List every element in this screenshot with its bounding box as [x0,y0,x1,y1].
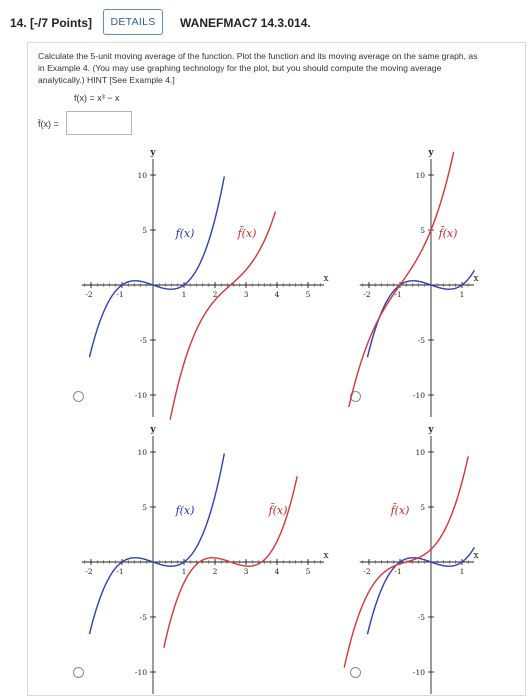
function-formula: f(x) = x³ − x [74,93,120,103]
y-tick-label: 5 [142,226,147,235]
y-tick-label: 5 [420,503,425,512]
details-button[interactable]: DETAILS [103,9,163,35]
x-tick-label: 1 [181,567,187,576]
y-tick-label: -10 [134,668,147,677]
y-tick-label: 10 [415,448,425,457]
moving-average-input[interactable] [66,111,132,135]
chart-option-4 [358,425,479,682]
x-tick-label: -1 [116,290,124,299]
x-tick-label: 1 [459,290,465,299]
x-axis-label: x [323,551,329,561]
y-axis-label: y [150,148,156,158]
x-tick-label: -2 [85,567,93,576]
x-tick-label: -2 [363,290,371,299]
x-tick-label: 4 [274,290,280,299]
x-tick-label: -1 [394,567,402,576]
x-tick-label: -1 [394,290,402,299]
question-code: WANEFMAC7 14.3.014. [180,16,311,30]
y-tick-label: 5 [420,226,425,235]
y-tick-label: -5 [139,336,147,345]
y-tick-label: 10 [415,171,425,180]
x-tick-label: 5 [305,567,311,576]
x-tick-label: 3 [243,567,249,576]
y-tick-label: -10 [412,391,425,400]
fbar-curve-label: f̄(x) [438,227,458,240]
chart-option-1 [80,148,329,405]
y-axis-label: y [428,148,434,158]
y-tick-label: 10 [137,171,147,180]
x-tick-label: 5 [305,290,311,299]
y-tick-label: 5 [142,503,147,512]
fbar-curve [349,152,454,407]
x-tick-label: 2 [212,290,218,299]
instructions-text: Calculate the 5-unit moving average of the function. Plot the function and its moving average on the same graph, as in Example 4. (You may use graphing technology for the plot, but you should compute the moving average analytically.) HINT [See Example 4.] [38,51,478,86]
y-tick-label: -5 [417,613,425,622]
fbar-curve-label: f̄(x) [390,504,410,517]
x-axis-label: x [473,551,479,561]
fbar-curve [170,212,275,420]
chart-option-3 [80,425,329,682]
question-number: 14. [-/7 Points] [10,16,93,30]
y-tick-label: -5 [417,336,425,345]
fbar-curve-label: f̄(x) [268,504,288,517]
f-curve [89,176,224,357]
chart-option-2 [358,148,479,405]
y-tick-label: -5 [139,613,147,622]
y-tick-label: 10 [137,448,147,457]
fbar-curve-label: f̄(x) [237,227,257,240]
x-tick-label: -1 [116,567,124,576]
answer-label: f̄(x) = [38,119,59,129]
x-tick-label: 4 [274,567,280,576]
x-axis-label: x [473,274,479,284]
f-curve-label: f(x) [175,504,195,517]
x-tick-label: -2 [363,567,371,576]
f-curve [89,453,224,634]
y-tick-label: -10 [134,391,147,400]
x-tick-label: 1 [459,567,465,576]
x-tick-label: 1 [181,290,187,299]
x-tick-label: -2 [85,290,93,299]
question-header [0,0,532,46]
y-tick-label: -10 [412,668,425,677]
x-axis-label: x [323,274,329,284]
f-curve-label: f(x) [175,227,195,240]
x-tick-label: 2 [212,567,218,576]
x-tick-label: 3 [243,290,249,299]
y-axis-label: y [428,425,434,435]
y-axis-label: y [150,425,156,435]
